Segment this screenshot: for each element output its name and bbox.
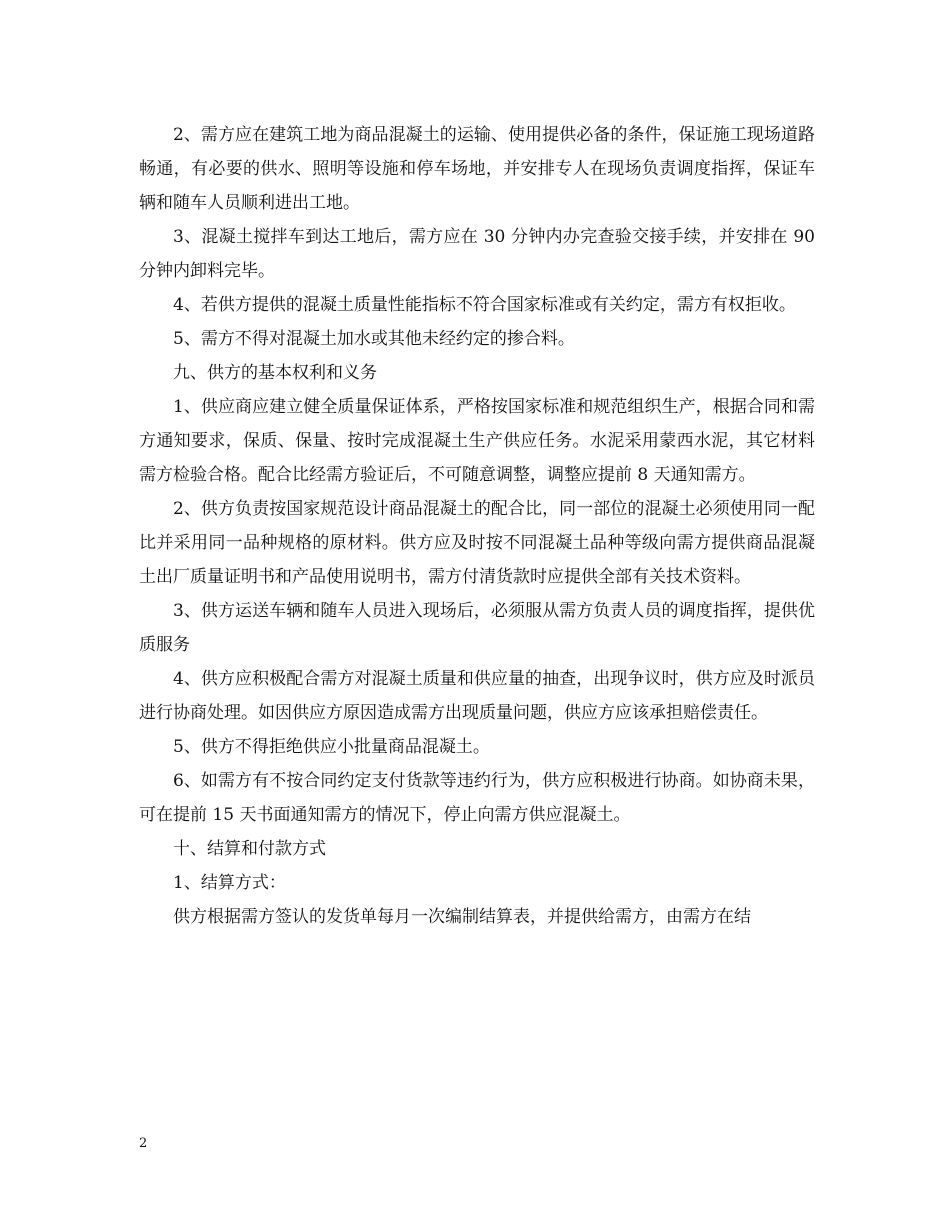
section-heading-supplier-rights: 九、供方的基本权利和义务	[173, 363, 377, 383]
page-number: 2	[139, 1136, 148, 1151]
paragraph-inspection-cooperation: 4、供方应积极配合需方对混凝土质量和供应量的抽查，出现争议时，供方应及时派员进行协商处理。如因供应方原因造成需方出现质量问题，供应方应该承担赔偿责任。	[139, 669, 815, 723]
paragraph-mix-design: 2、供方负责按国家规范设计商品混凝土的配合比，同一部位的混凝土必须使用同一配比并采用同一品种规格的原材料。供方应及时按不同混凝土品种等级向需方提供商品混凝土出厂质量证明书和产品使用说明书，需方付清货款时应提供全部有关技术资料。	[139, 499, 815, 587]
paragraph-quality-system: 1、供应商应建立健全质量保证体系，严格按国家标准和规范组织生产，根据合同和需方通知要求，保质、保量、按时完成混凝土生产供应任务。水泥采用蒙西水泥，其它材料需方检验合格。配合比经需方验证后，不可随意调整，调整应提前 8 天通知需方。	[139, 397, 815, 485]
paragraph-quality-rejection: 4、若供方提供的混凝土质量性能指标不符合国家标准或有关约定，需方有权拒收。	[173, 295, 796, 315]
paragraph-dispatch-obedience: 3、供方运送车辆和随车人员进入现场后，必须服从需方负责人员的调度指挥，提供优质服务	[139, 601, 815, 655]
paragraph-breach-handling: 6、如需方有不按合同约定支付货款等违约行为，供方应积极进行协商。如协商未果，可在提前 15 天书面通知需方的情况下，停止向需方供应混凝土。	[139, 771, 815, 825]
paragraph-unloading-time: 3、混凝土搅拌车到达工地后，需方应在 30 分钟内办完查验交接手续，并安排在 90 分钟内卸料完毕。	[139, 227, 815, 281]
section-heading-settlement: 十、结算和付款方式	[173, 839, 326, 859]
paragraph-settlement-method: 1、结算方式：	[173, 873, 286, 893]
paragraph-no-water-addition: 5、需方不得对混凝土加水或其他未经约定的掺合料。	[173, 329, 575, 349]
document-body	[139, 118, 815, 934]
paragraph-demand-site-conditions: 2、需方应在建筑工地为商品混凝土的运输、使用提供必备的条件，保证施工现场道路畅通，有必要的供水、照明等设施和停车场地，并安排专人在现场负责调度指挥，保证车辆和随车人员顺利进出工地。	[139, 125, 815, 213]
paragraph-settlement-detail: 供方根据需方签认的发货单每月一次编制结算表，并提供给需方，由需方在结	[173, 907, 751, 927]
paragraph-small-batch: 5、供方不得拒绝供应小批量商品混凝土。	[173, 737, 490, 757]
